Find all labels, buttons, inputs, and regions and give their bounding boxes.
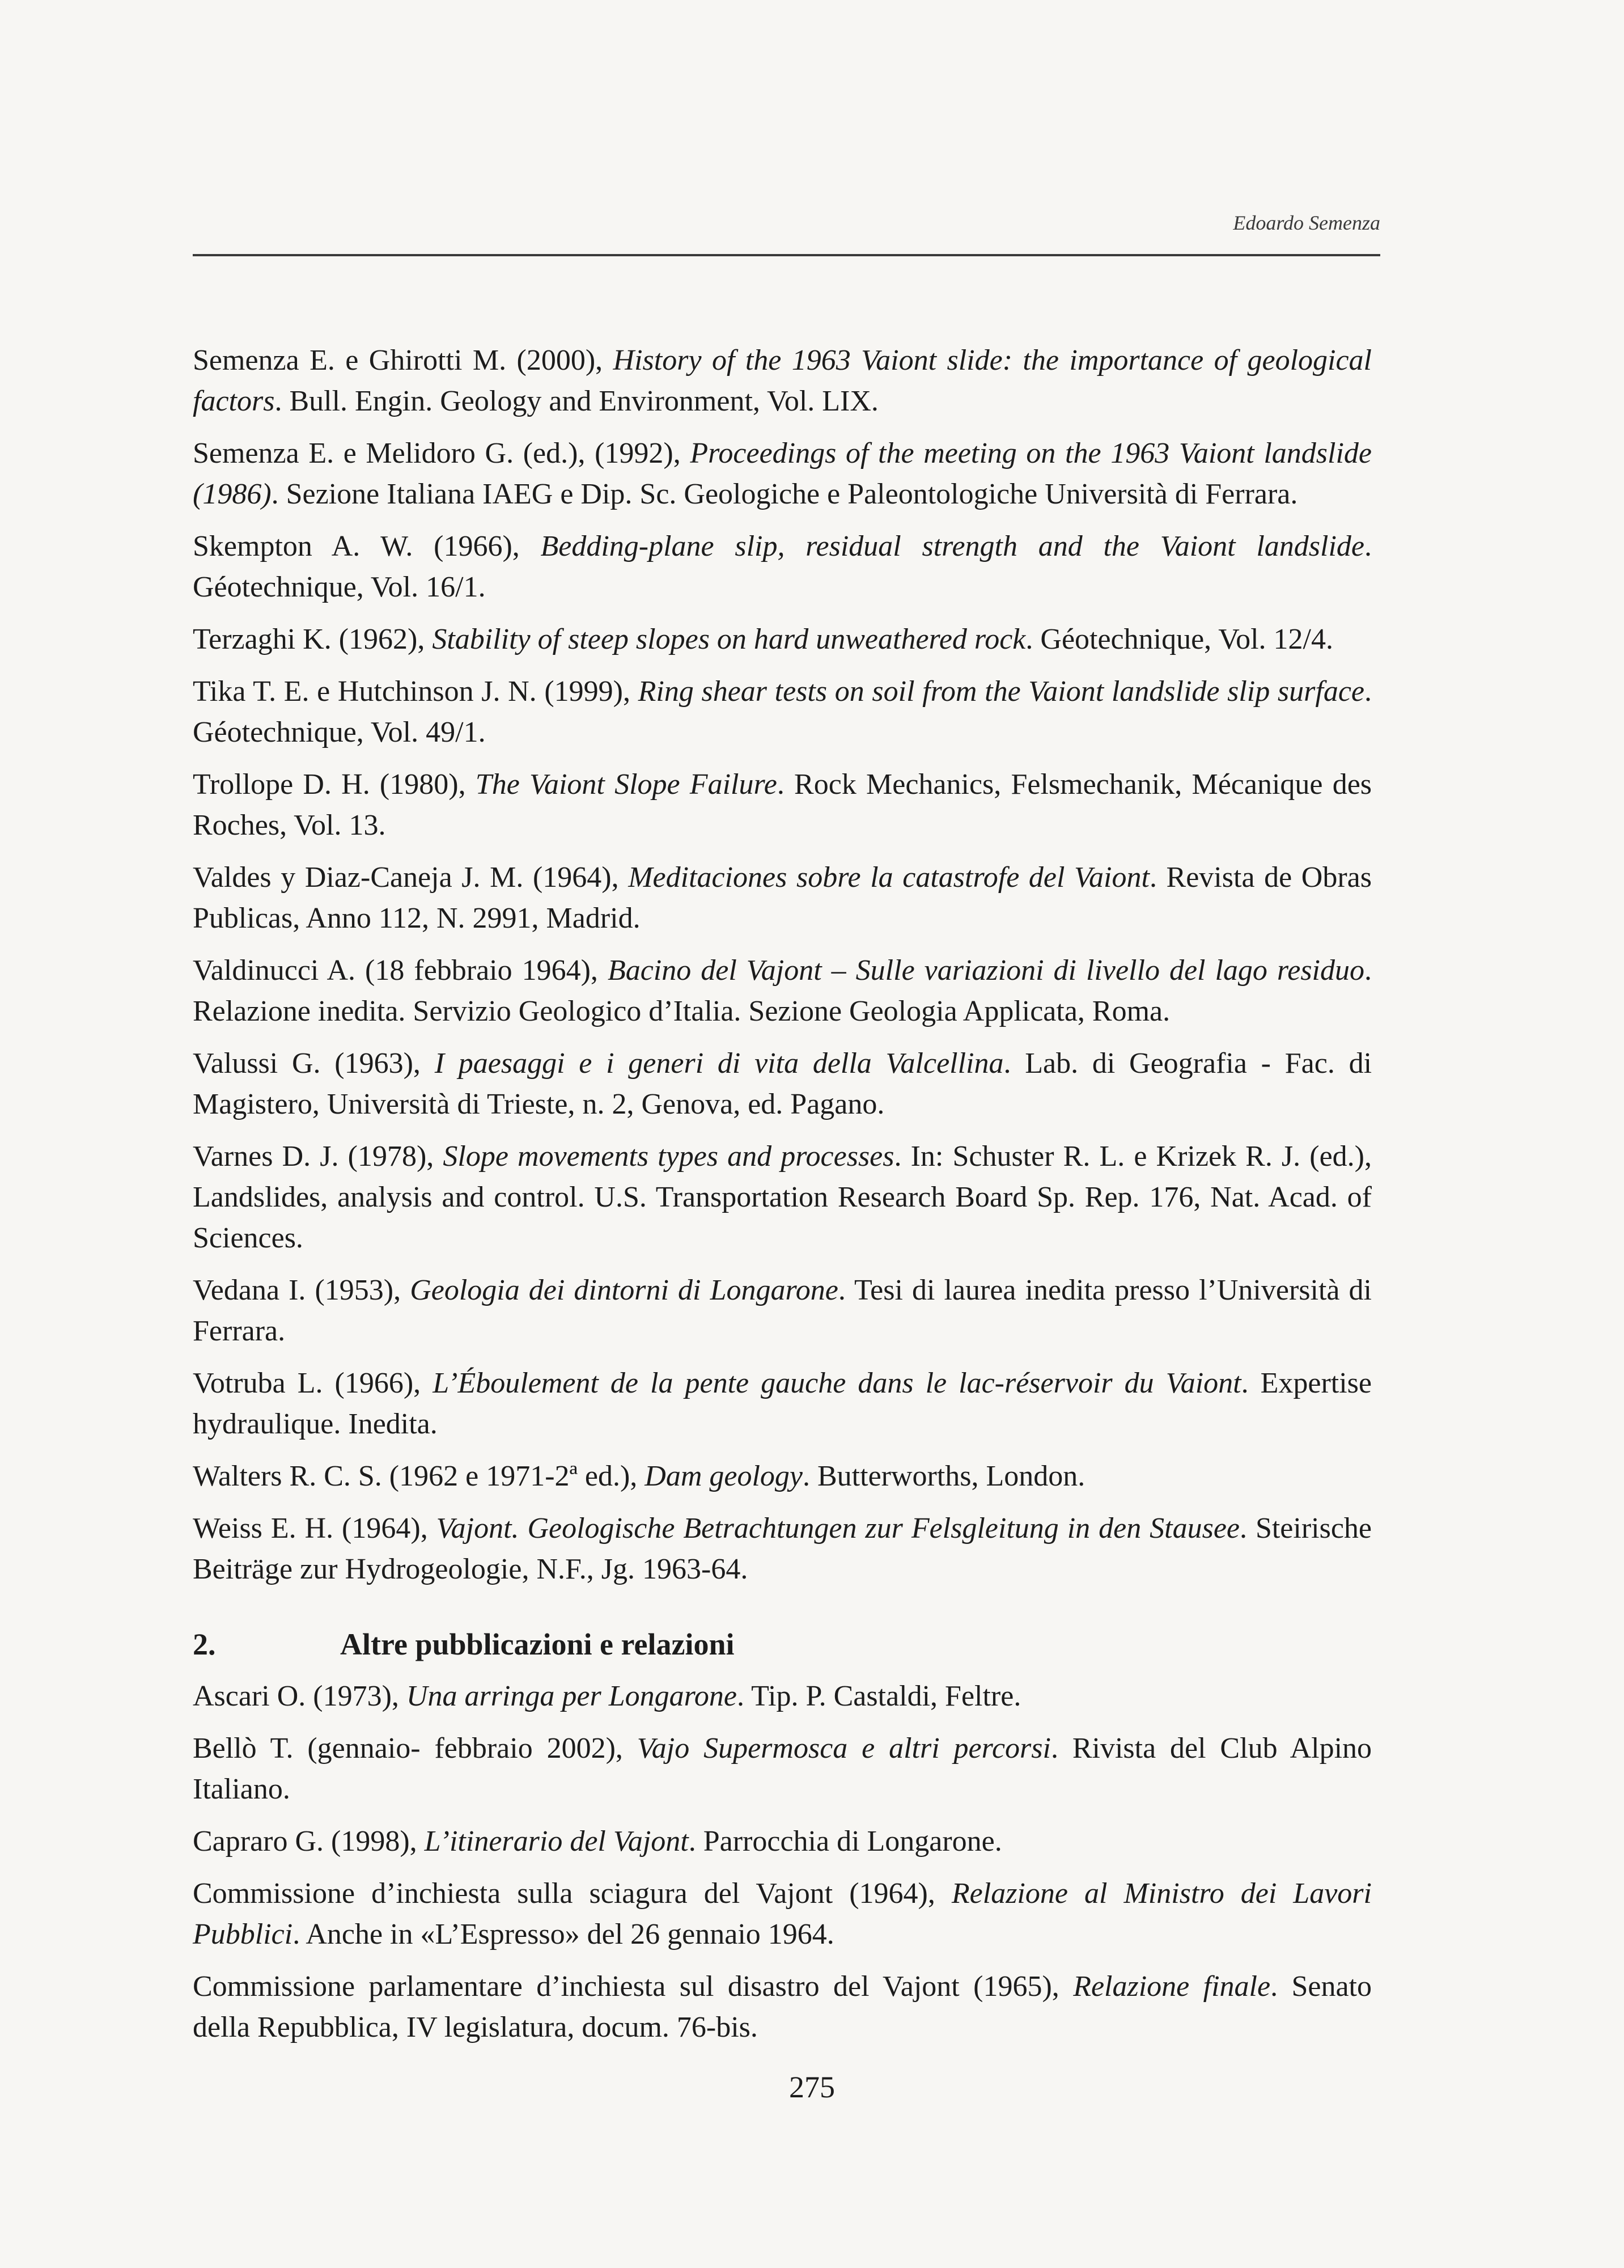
reference-authors-year: Walters R. C. S. (1962 e 1971-2ª ed.), [193,1460,645,1492]
reference-entry [193,950,1372,1032]
reference-title: Geologia dei dintorni di Longarone [410,1274,838,1306]
reference-source: . Bull. Engin. Geology and Environment, Vol. LIX. [274,385,879,417]
reference-title: L’Éboulement de la pente gauche dans le lac-réservoir du Vaiont [432,1367,1241,1399]
reference-title: Bacino del Vajont – Sulle variazioni di livello del lago residuo [607,954,1364,987]
reference-entry [193,526,1372,608]
reference-title: Proceedings of the meeting on the 1963 Vaiont landslide (1986) [193,437,1372,510]
reference-source: . Géotechnique, Vol. 12/4. [1025,623,1333,655]
reference-title: Ring shear tests on soil from the Vaiont landslide slip surface [638,675,1364,708]
reference-source: . Butterworths, London. [802,1460,1086,1492]
reference-authors-year: Terzaghi K. (1962), [193,623,432,655]
reference-authors-year: Commissione d’inchiesta sulla sciagura del Vajont (1964), [193,1877,952,1910]
reference-source: . Lab. di Geografia - Fac. di Magistero, Università di Trieste, n. 2, Genova, ed. Pagano. [193,1047,1372,1120]
reference-authors-year: Valdes y Diaz-Caneja J. M. (1964), [193,861,629,894]
reference-title: Dam geology [644,1460,803,1492]
reference-authors-year: Vedana I. (1953), [193,1274,410,1306]
reference-entry [193,619,1372,660]
reference-entry [193,1136,1372,1259]
reference-title: Slope movements types and processes [443,1140,894,1173]
reference-source: . Relazione inedita. Servizio Geologico d’Italia. Sezione Geologia Applicata, Roma. [193,954,1372,1027]
reference-authors-year: Semenza E. e Ghirotti M. (2000), [193,344,613,376]
reference-authors-year: Skempton A. W. (1966), [193,530,541,562]
reference-entry [193,1043,1372,1125]
reference-list-part2 [193,1676,1372,2048]
reference-entry [193,1676,1372,1717]
reference-entry [193,857,1372,939]
reference-entry [193,1873,1372,1955]
reference-title: Relazione al Ministro dei Lavori Pubblici [193,1877,1372,1950]
reference-authors-year: Weiss E. H. (1964), [193,1512,436,1545]
reference-authors-year: Ascari O. (1973), [193,1680,406,1712]
running-head-author: Edoardo Semenza [1233,211,1380,234]
reference-entry [193,433,1372,515]
reference-source: . Tesi di laurea inedita presso l’Università di Ferrara. [193,1274,1372,1347]
reference-entry [193,1456,1372,1497]
reference-authors-year: Semenza E. e Melidoro G. (ed.), (1992), [193,437,690,469]
reference-title: Meditaciones sobre la catastrofe del Vaiont [628,861,1150,894]
reference-source: . Rivista del Club Alpino Italiano. [193,1732,1372,1805]
reference-authors-year: Valussi G. (1963), [193,1047,435,1080]
reference-entry [193,1966,1372,2048]
reference-source: . Tip. P. Castaldi, Feltre. [737,1680,1021,1712]
reference-source: . Revista de Obras Publicas, Anno 112, N. 2991, Madrid. [193,861,1372,934]
reference-title: Relazione finale [1073,1970,1271,2003]
reference-source: . Expertise hydraulique. Inedita. [193,1367,1372,1440]
reference-entry [193,1728,1372,1810]
reference-authors-year: Commissione parlamentare d’inchiesta sul disastro del Vajont (1965), [193,1970,1074,2003]
section-heading [193,1624,1372,1665]
reference-entry [193,1508,1372,1590]
reference-entry [193,671,1372,753]
reference-authors-year: Valdinucci A. (18 febbraio 1964), [193,954,608,987]
header-rule [193,254,1380,256]
reference-source: . Rock Mechanics, Felsmechanik, Mécanique des Roches, Vol. 13. [193,768,1372,841]
reference-title: Bedding-plane slip, residual strength and the Vaiont landslide [540,530,1364,562]
reference-source: . Sezione Italiana IAEG e Dip. Sc. Geologiche e Paleontologiche Università di Ferrara. [271,478,1298,510]
reference-authors-year: Trollope D. H. (1980), [193,768,476,801]
reference-title: L’itinerario del Vajont [424,1825,689,1857]
reference-source: . Géotechnique, Vol. 16/1. [193,530,1372,603]
reference-source: . Steirische Beiträge zur Hydrogeologie, N.F., Jg. 1963-64. [193,1512,1372,1585]
reference-authors-year: Votruba L. (1966), [193,1367,433,1399]
reference-title: History of the 1963 Vaiont slide: the importance of geological factors [193,344,1372,417]
reference-source: . Géotechnique, Vol. 49/1. [193,675,1372,748]
reference-authors-year: Capraro G. (1998), [193,1825,425,1857]
reference-entry [193,340,1372,422]
bibliography [193,340,1372,2059]
reference-source: . Parrocchia di Longarone. [688,1825,1002,1857]
reference-title: Stability of steep slopes on hard unweathered rock [432,623,1026,655]
reference-entry [193,1363,1372,1445]
reference-entry [193,1270,1372,1352]
reference-source: . Anche in «L’Espresso» del 26 gennaio 1964. [292,1918,834,1950]
reference-authors-year: Tika T. E. e Hutchinson J. N. (1999), [193,675,638,708]
reference-list-part1 [193,340,1372,1590]
reference-source: . In: Schuster R. L. e Krizek R. J. (ed.), Landslides, analysis and control. U.S. Transportation Research Board Sp. Rep. 176, Nat. Acad. of Sciences. [193,1140,1372,1254]
page-number: 275 [789,2070,835,2104]
reference-entry [193,764,1372,846]
reference-entry [193,1821,1372,1862]
reference-title: Vajo Supermosca e altri percorsi [637,1732,1051,1765]
reference-title: The Vaiont Slope Failure [475,768,777,801]
reference-authors-year: Varnes D. J. (1978), [193,1140,443,1173]
section-number: 2. [193,1627,216,1661]
reference-source: . Senato della Repubblica, IV legislatura, docum. 76-bis. [193,1970,1372,2043]
reference-title: Una arringa per Longarone [406,1680,737,1712]
section-title: Altre pubblicazioni e relazioni [340,1627,735,1661]
reference-title: Vajont. Geologische Betrachtungen zur Felsgleitung in den Stausee [436,1512,1240,1545]
reference-authors-year: Bellò T. (gennaio- febbraio 2002), [193,1732,637,1765]
reference-title: I paesaggi e i generi di vita della Valcellina [434,1047,1004,1080]
